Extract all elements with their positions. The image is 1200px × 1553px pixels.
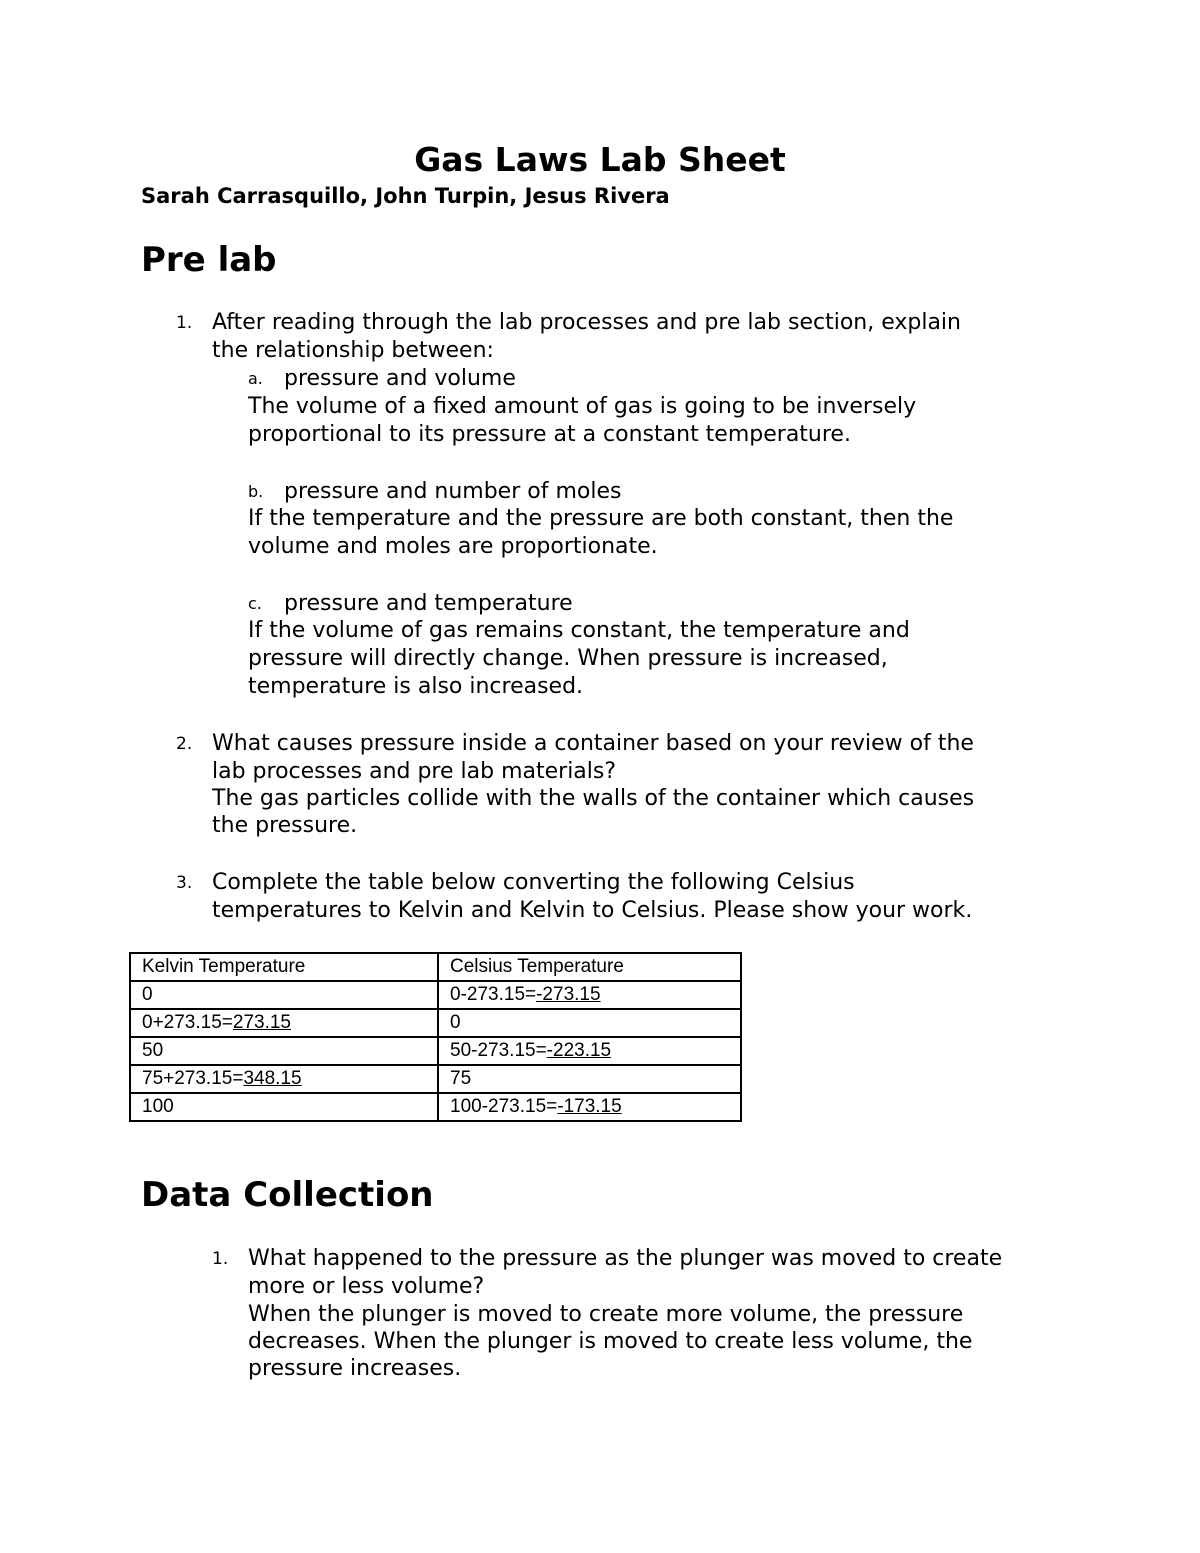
kelvin-result: 273.15 — [232, 1012, 291, 1033]
dc-q1-line: more or less volume? — [248, 1274, 485, 1299]
data-collection-heading: Data Collection — [141, 1175, 434, 1215]
prelab-q3-line: temperatures to Kelvin and Kelvin to Celsius. Please show your work. — [212, 898, 973, 923]
prelab-q1-line: After reading through the lab processes and pre lab section, explain — [212, 310, 961, 335]
kelvin-work: 50 — [142, 1040, 164, 1061]
celsius-cell — [438, 1065, 741, 1093]
page-title: Gas Laws Lab Sheet — [414, 140, 786, 179]
table-row — [130, 981, 741, 1009]
table-header-celsius: Celsius Temperature — [438, 953, 741, 981]
prelab-q1a-answer: proportional to its pressure at a constant temperature. — [248, 422, 851, 447]
prelab-q1c-topic: pressure and temperature — [284, 591, 573, 616]
table-row — [130, 1009, 741, 1037]
prelab-q2-line: lab processes and pre lab materials? — [212, 759, 617, 784]
table-row — [130, 1093, 741, 1121]
celsius-result: -273.15 — [536, 984, 601, 1005]
celsius-result: -223.15 — [546, 1040, 612, 1061]
kelvin-cell — [130, 1065, 438, 1093]
dc-q1-number: 1. — [212, 1249, 229, 1269]
prelab-q1a-answer: The volume of a fixed amount of gas is going to be inversely — [248, 394, 917, 419]
kelvin-work: 75+273.15= — [142, 1068, 244, 1089]
celsius-work: 75 — [450, 1068, 472, 1089]
celsius-cell — [438, 1009, 741, 1037]
celsius-work: 0-273.15= — [450, 984, 537, 1005]
prelab-q2-line: What causes pressure inside a container based on your review of the — [212, 731, 974, 756]
kelvin-cell — [130, 981, 438, 1009]
prelab-q3-number: 3. — [176, 873, 193, 893]
kelvin-cell — [130, 1009, 438, 1037]
celsius-cell — [438, 981, 741, 1009]
prelab-q1b-topic: pressure and number of moles — [284, 479, 622, 504]
prelab-q3-line: Complete the table below converting the following Celsius — [212, 870, 855, 895]
prelab-q1c-answer: If the volume of gas remains constant, the temperature and — [248, 618, 910, 643]
prelab-q1c-answer: temperature is also increased. — [248, 674, 584, 699]
prelab-q2-answer: The gas particles collide with the walls of the container which causes — [212, 786, 975, 811]
table-header-kelvin: Kelvin Temperature — [130, 953, 438, 981]
prelab-q1c-answer: pressure will directly change. When pressure is increased, — [248, 646, 888, 671]
prelab-q1-number: 1. — [176, 313, 193, 333]
table-row — [130, 1037, 741, 1065]
prelab-q1b-letter: b. — [248, 482, 264, 501]
kelvin-work: 0 — [142, 984, 153, 1005]
prelab-q2-answer: the pressure. — [212, 813, 358, 838]
kelvin-work: 100 — [142, 1096, 174, 1117]
dc-q1-line: What happened to the pressure as the plunger was moved to create — [248, 1246, 1003, 1271]
prelab-q2-number: 2. — [176, 734, 193, 754]
dc-q1-answer: pressure increases. — [248, 1356, 462, 1381]
temperature-conversion-table — [129, 952, 742, 1122]
dc-q1-answer: decreases. When the plunger is moved to create less volume, the — [248, 1329, 973, 1354]
prelab-q1a-topic: pressure and volume — [284, 366, 516, 391]
prelab-q1a-letter: a. — [248, 369, 263, 388]
celsius-work: 0 — [450, 1012, 461, 1033]
celsius-cell — [438, 1037, 741, 1065]
celsius-result: -173.15 — [557, 1096, 622, 1117]
kelvin-work: 0+273.15= — [142, 1012, 233, 1033]
authors-line: Sarah Carrasquillo, John Turpin, Jesus Rivera — [141, 184, 670, 208]
celsius-work: 50-273.15= — [450, 1040, 547, 1061]
kelvin-cell — [130, 1037, 438, 1065]
dc-q1-answer: When the plunger is moved to create more volume, the pressure — [248, 1302, 964, 1327]
kelvin-cell — [130, 1093, 438, 1121]
prelab-q1c-letter: c. — [248, 594, 262, 613]
prelab-q1b-answer: volume and moles are proportionate. — [248, 534, 658, 559]
kelvin-result: 348.15 — [243, 1068, 302, 1089]
table-header-row — [130, 953, 741, 981]
celsius-work: 100-273.15= — [450, 1096, 558, 1117]
prelab-heading: Pre lab — [141, 240, 277, 280]
prelab-q1b-answer: If the temperature and the pressure are both constant, then the — [248, 506, 954, 531]
table-row — [130, 1065, 741, 1093]
celsius-cell — [438, 1093, 741, 1121]
prelab-q1-line: the relationship between: — [212, 338, 494, 363]
